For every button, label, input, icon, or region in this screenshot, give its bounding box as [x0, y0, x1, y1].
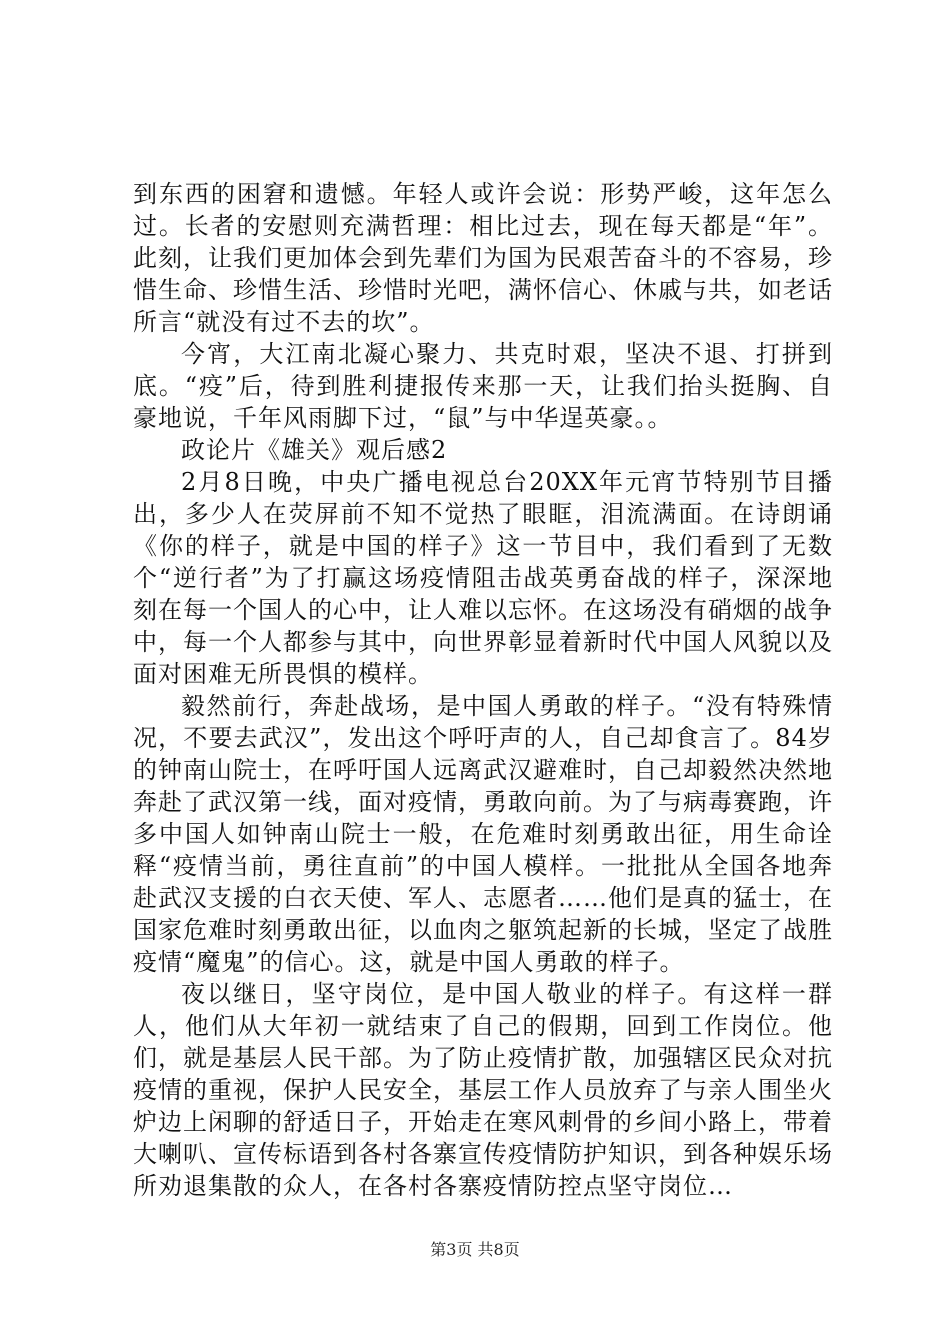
paragraph: 夜以继日，坚守岗位，是中国人敬业的样子。有这样一群人，他们从大年初一就结束了自己的假期，回到工作岗位。他们，就是基层人民干部。为了防止疫情扩散，加强辖区民众对抗疫情的重视，保护人民安全，基层工作人员放弃了与亲人围坐火炉边上闲聊的舒适日子，开始走在寒风刺骨的乡间小路上，带着大喇叭、宣传标语到各村各寨宣传疫情防护知识，到各种娱乐场所劝退集散的众人，在各村各寨疫情防控点坚守岗位… [133, 980, 833, 1200]
paragraph: 2月8日晚，中央广播电视总台20XX年元宵节特别节目播出，多少人在荧屏前不知不觉热了眼眶，泪流满面。在诗朗诵《你的样子，就是中国的样子》这一节目中，我们看到了无数个“逆行者”为了打赢这场疫情阻击战英勇奋战的样子，深深地刻在每一个国人的心中，让人难以忘怀。在这场没有硝烟的战争中，每一个人都参与其中，向世界彰显着新时代中国人风貌以及面对困难无所畏惧的模样。 [133, 468, 833, 688]
body-text [133, 178, 833, 1202]
paragraph: 到东西的困窘和遗憾。年轻人或许会说：形势严峻，这年怎么过。长者的安慰则充满哲理：相比过去，现在每天都是“年”。此刻，让我们更加体会到先辈们为国为民艰苦奋斗的不容易，珍惜生命、珍惜生活、珍惜时光吧，满怀信心、休戚与共，如老话所言“就没有过不去的坎”。 [133, 180, 833, 336]
paragraph: 今宵，大江南北凝心聚力、共克时艰，坚决不退、打拼到底。“疫”后，待到胜利捷报传来那一天，让我们抬头挺胸、自豪地说，千年风雨脚下过，“鼠”与中华逞英豪。。 [133, 340, 833, 432]
paragraph: 毅然前行，奔赴战场，是中国人勇敢的样子。“没有特殊情况，不要去武汉”，发出这个呼吁声的人，自己却食言了。84岁的钟南山院士，在呼吁国人远离武汉避难时，自己却毅然决然地奔赴了武汉第一线，面对疫情，勇敢向前。为了与病毒赛跑，许多中国人如钟南山院士一般，在危难时刻勇敢出征，用生命诠释“疫情当前，勇往直前”的中国人模样。一批批从全国各地奔赴武汉支援的白衣天使、军人、志愿者……他们是真的猛士，在国家危难时刻勇敢出征，以血肉之躯筑起新的长城，坚定了战胜疫情“魔鬼”的信心。这，就是中国人勇敢的样子。 [133, 692, 833, 976]
page-number: 第3页 共8页 [430, 1240, 520, 1259]
page-footer [0, 1240, 950, 1260]
section-title: 政论片《雄关》观后感2 [181, 436, 448, 464]
